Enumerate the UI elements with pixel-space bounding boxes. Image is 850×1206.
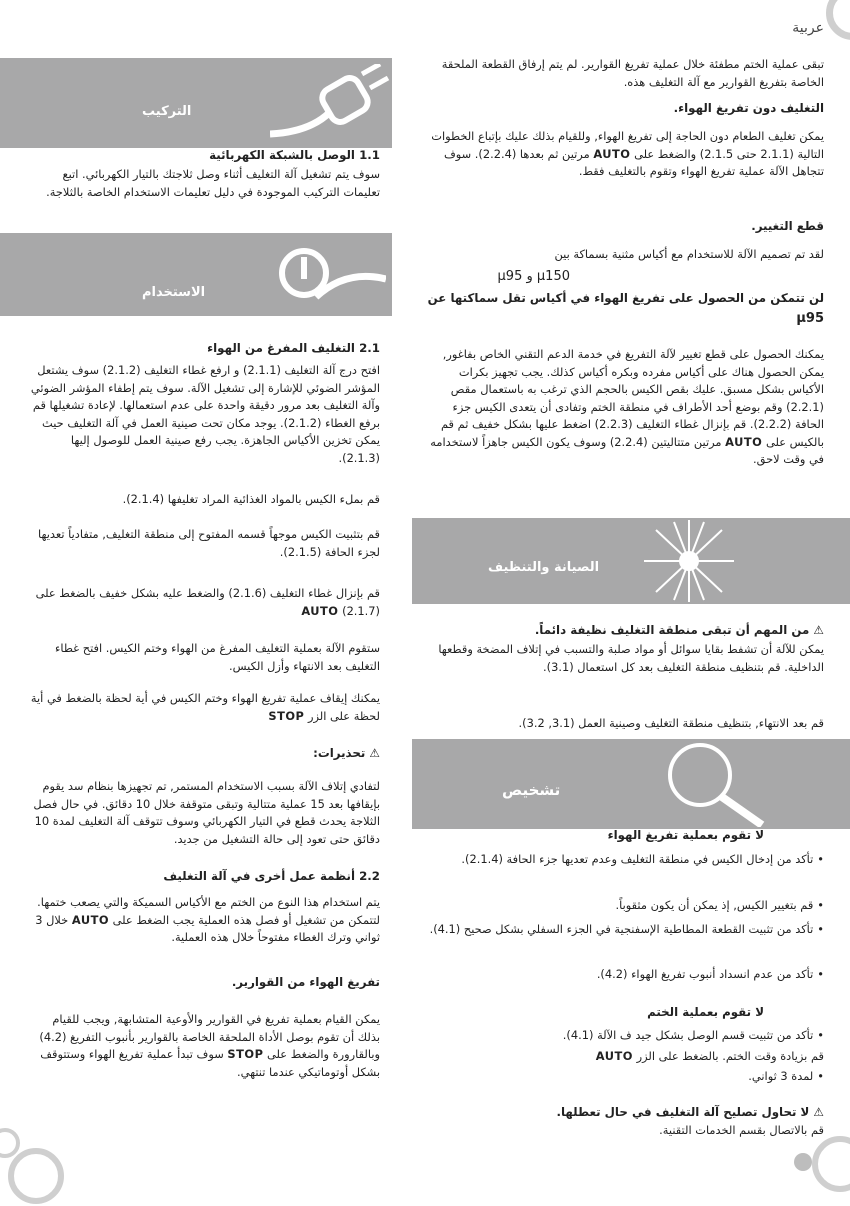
section-2-2-text: يتم استخدام هذا النوع من الختم مع الأكياس السميكة والتي يصعب ختمها. لتتمكن من تشغيل أو فصل هذه العملية يجب الضغط على [37, 895, 380, 927]
no-vacuum-body [424, 128, 824, 181]
warnings-title-text: تحذيرات: [313, 746, 366, 760]
auto-button-label: AUTO [725, 434, 763, 449]
clean-body: يمكن للآلة أن تشفط بقايا سوائل أو مواد صلبة والتسبب في إتلاف المضخة وقطعها الداخلية. قم بتنظيف منطقة التغليف بعد كل استعمال (3.1). [438, 642, 824, 674]
diagnosis-item: • تأكد من عدم انسداد أنبوب تفريغ الهواء (4.2). [424, 966, 824, 984]
jars-body [28, 1011, 380, 1081]
diagnosis-item: • تأكد من تثبيت القطعة المطاطية الإسفنجية في الجزء السفلي بشكل صحيح (4.1). [404, 921, 824, 939]
no-vacuum-tail: مرتين ثم بعدها (2.2.4). سوف تتجاهل الآلة عملية تفريغ الهواء وتقوم بالتغليف فقط. [443, 146, 824, 178]
section-2-1-title: 2.1 التغليف المفرغ من الهواء [207, 341, 380, 355]
clean-title-text: من المهم أن تبقى منطقة التغليف نظيفة دائماً. [534, 623, 810, 637]
repair-warning-text: لا تحاول تصليح آلة التغليف في حال تعطلها. [556, 1105, 810, 1119]
section-1-1-title: 1.1 الوصل بالشبكة الكهربائية [209, 148, 380, 162]
warnings-title [20, 745, 380, 762]
step-place-bag: قم بتثبيت الكيس موجهاً قسمه المفتوح إلى منطقة التغليف, متفادياً تعديها لجزء الحافة (2.1.5). [37, 527, 380, 559]
section-band-usage [0, 233, 392, 316]
section-2-2-tail: خلال 3 ثواني وترك الغطاء مفتوحاً خلال هذه العملية. [35, 912, 380, 944]
section-1-1-body: سوف يتم تشغيل آلة التغليف أثناء وصل ثلاجتك بالتيار الكهربائي. اتبع تعليمات التركيب الموجودة في دليل تعليمات الاستخدام الخاصة بالثلاجة. [46, 167, 380, 199]
clean-end: قم بعد الانتهاء, بتنظيف منطقة التغليف وصينية العمل (3.1, 3.2). [518, 716, 824, 730]
spare-parts-details [424, 346, 824, 469]
auto-button-label: AUTO [593, 146, 631, 161]
warning-icon: ⚠ [813, 623, 824, 637]
jars-note: تبقى عملية الختم مطفئة خلال عملية تفريغ القوارير. لم يتم إرفاق القطعة الملحقة الخاصة بتفريغ القوارير مع آلة التغليف هذه. [441, 57, 824, 89]
warning-icon: ⚠ [813, 1105, 824, 1119]
no-vacuum-text: يمكن تغليف الطعام دون الحاجة إلى تفريغ الهواء, وللقيام بذلك عليك بإتباع الخطوات التالية (2.1.1 حتى 2.1.5) والضغط على [431, 129, 824, 161]
repair-body: قم بالاتصال بقسم الخدمات التقنية. [659, 1123, 824, 1137]
corner-dot-decoration [0, 1128, 20, 1158]
section-2-1-body: افتح درج آلة التغليف (2.1.1) و ارفع غطاء التغليف (2.1.2) سوف يشتعل المؤشر الضوئي للإشارة إلى تشغيل الآلة. سوف يتم إطفاء المؤشر الضوئي وآلة التغليف بعد مرور دقيقة واحدة على عدم استعمالها. لإعادة تشغيلها قم برفع الغطاء (2.1.2). يوجد مكان تحت صينية العمل في آلة التغليف حيث يمكن تخزين الأكياس الجاهزة. يجب رفع صينية العمل للوصول إليها (2.1.3). [30, 363, 380, 465]
clean-title [404, 622, 824, 639]
warning-icon: ⚠ [369, 746, 380, 760]
jars-text: يمكن القيام بعملية تفريغ في القوارير والأوعية المتشابهة, ويجب للقيام بذلك أن تقوم بوصل الأداة الملحقة الخاصة بالقوارير بأنبوب التفريغ (4.2) وبالقارورة والضغط على [39, 1012, 380, 1061]
diagnosis-no-vacuum-title: لا تقوم بعملية تفريغ الهواء [607, 828, 764, 842]
corner-ring-decoration [8, 1148, 64, 1204]
thickness-note [404, 288, 824, 329]
auto-button-label: AUTO [595, 1049, 633, 1063]
plug-icon [270, 64, 390, 144]
jars-tail: سوف تبدأ عملية تفريغ الهواء وستتوقف بشكل أوتوماتيكي عندما تنتهي. [40, 1047, 380, 1079]
step-lower-lid-text: قم بإنزال غطاء التغليف (2.1.6) والضغط عليه بشكل خفيف بالضغط على (2.1.7) [35, 586, 380, 618]
bag-thickness-range: μ150 و μ95 [497, 269, 570, 284]
section-title: التركيب [142, 104, 192, 119]
corner-circle-decoration [826, 0, 850, 40]
jars-title: تفريغ الهواء من القوارير. [231, 975, 380, 989]
diagnosis-item-text: قم بزيادة وقت الختم. بالضغط على الزر [636, 1049, 824, 1063]
section-band-installation [0, 58, 392, 148]
section-2-2-body [28, 894, 380, 947]
section-title: تشخيص [502, 781, 561, 799]
step-lower-lid [30, 585, 380, 620]
thickness-note-text: لن تتمكن من الحصول على تفريغ الهواء في أكياس تقل سماكتها عن [427, 291, 824, 305]
section-title: الصيانة والتنظيف [488, 560, 600, 575]
corner-dot-decoration [794, 1153, 812, 1171]
diagnosis-no-seal-title: لا تقوم بعملية الختم [647, 1005, 764, 1019]
thickness-note-size: μ95 [796, 311, 824, 326]
step-stop [30, 690, 380, 725]
diagnosis-item: • تأكد من تثبيت قسم الوصل بشكل جيد ف الآلة (4.1). [424, 1027, 824, 1045]
stop-button-label: STOP [227, 1047, 264, 1061]
section-band-diagnosis [412, 739, 850, 829]
section-title: الاستخدام [142, 285, 206, 300]
step-stop-text: يمكنك إيقاف عملية تفريغ الهواء وختم الكيس في أية لحظة بالضغط في أية لحظة على الزر [30, 691, 380, 723]
spare-parts-details-tail: مرتين متتاليتين (2.2.4) وسوف يكون الكيس جاهزاً لاستخدامه في وقت لاحق. [430, 434, 824, 466]
language-label: عربية [792, 20, 824, 36]
sparkle-icon [634, 520, 744, 602]
magnifier-icon [652, 741, 772, 827]
warnings-body: لتفادي إتلاف الآلة بسبب الاستخدام المستمر, تم تجهيزها بنظام سد يقوم بإيقافها بعد 15 عملية متتالية وتبقى متوقفة خلال 10 دقائق. في حال فصل الثلاجة يحدث قطع في التيار الكهربائي وسوف تتوقف آلة التغليف لمدة 10 دقائق حتى تعود إلى حالة التشغيل من جديد. [33, 779, 380, 846]
diagnosis-item: • لمدة 3 ثواني. [424, 1068, 824, 1086]
diagnosis-item [424, 1048, 824, 1066]
auto-button-label: AUTO [301, 603, 339, 618]
step-fill-bag: قم بملء الكيس بالمواد الغذائية المراد تغليفها (2.1.4). [122, 492, 380, 506]
repair-warning-title [424, 1104, 824, 1121]
auto-button-label: AUTO [71, 912, 110, 927]
spare-parts-body: لقد تم تصميم الآلة للاستخدام مع أكياس مثنية بسماكة بين [554, 247, 824, 261]
spare-parts-title: قطع التغيير. [751, 219, 824, 233]
power-button-icon [276, 239, 386, 313]
spare-parts-details-text: يمكنك الحصول على قطع تغيير لآلة التفريغ في خدمة الدعم التقني الخاص بفاغور, يمكن الحصول هناك على أكياس مفرده وبكره أكياس كذلك. يجب تجهيز بكرات الأكياس بشكل مسبق. عليك بقص الكيس بالحجم الذي ترغب به باستعمال مقص (2.2.1) وقم بوضع أحد الأطراف في منطقة الختم وتفادى أن يتعدى الكيس جزء الحافة (2.2.2). قم بإنزال غطاء التغليف (2.2.3) اضغط عليها بشكل خفيف ثم قم بالكيس على [440, 347, 824, 449]
corner-ring-decoration [812, 1136, 850, 1192]
section-2-2-title: 2.2 أنظمة عمل أخرى في آلة التغليف [163, 869, 380, 883]
section-band-maintenance [412, 518, 850, 604]
diagnosis-item: • تأكد من إدخال الكيس في منطقة التغليف وعدم تعديها جزء الحافة (2.1.4). [424, 851, 824, 869]
step-proceed: ستقوم الآلة بعملية التغليف المفرغ من الهواء وختم الكيس. افتح غطاء التغليف بعد الانتهاء وأزل الكيس. [55, 641, 380, 673]
diagnosis-item: • قم بتغيير الكيس, إذ يمكن أن يكون مثقوباً. [424, 897, 824, 915]
stop-button-label: STOP [268, 708, 305, 723]
no-vacuum-title: التغليف دون تفريغ الهواء. [673, 101, 824, 115]
